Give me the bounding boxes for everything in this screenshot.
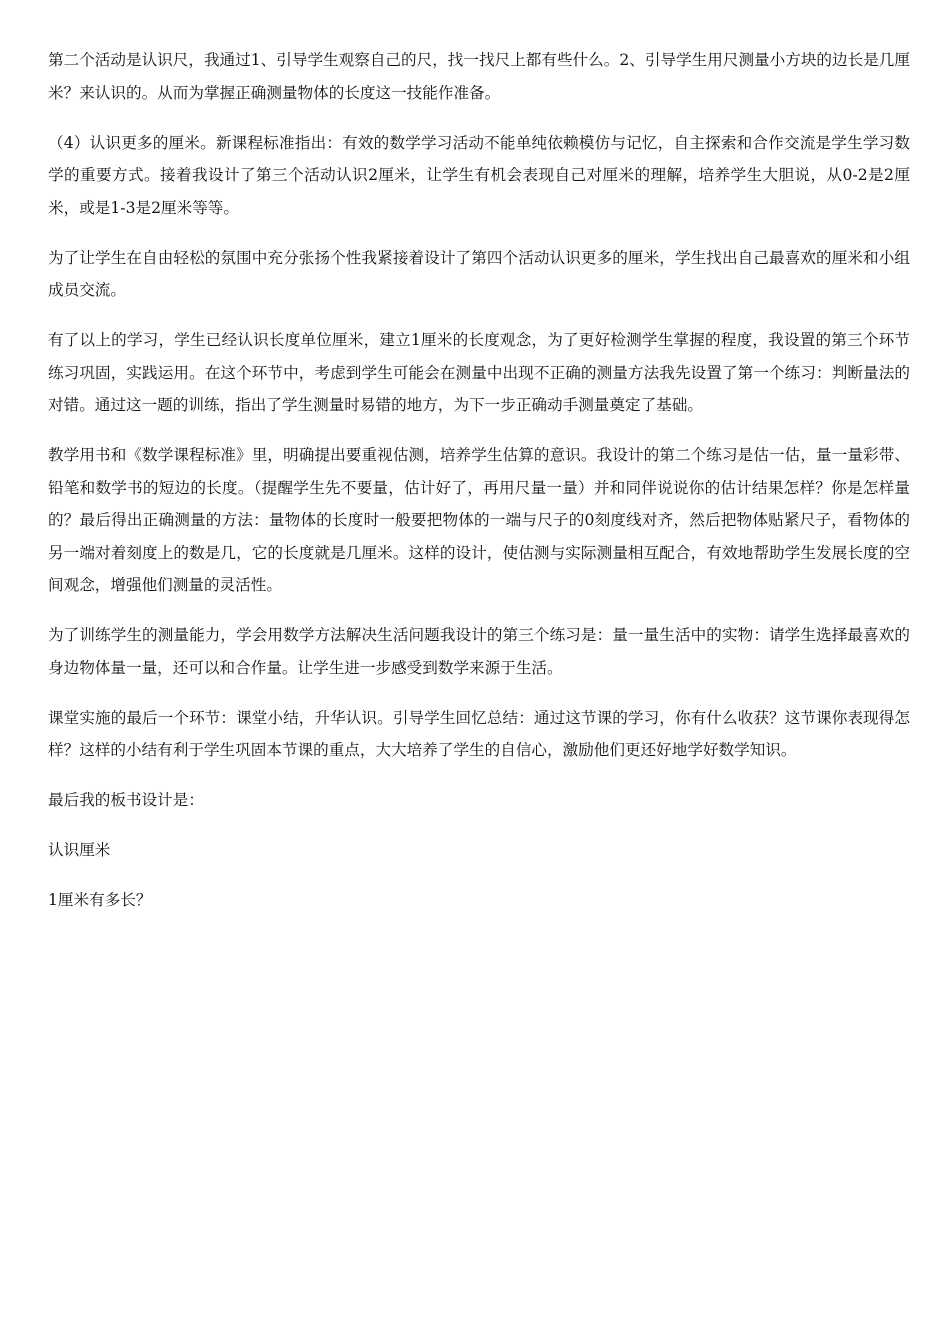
paragraph-fourth-activity: 为了让学生在自由轻松的氛围中充分张扬个性我紧接着设计了第四个活动认识更多的厘米，学生找出自己最喜欢的厘米和小组成员交流。 — [48, 248, 910, 299]
paragraph-measurement-practice: 为了训练学生的测量能力，学会用数学方法解决生活问题我设计的第三个练习是：量一量生活中的实物：请学生选择最喜欢的身边物体量一量，还可以和合作量。让学生进一步感受到数学来源于生活。 — [48, 626, 910, 677]
board-title: 认识厘米 — [48, 841, 111, 859]
document-body — [48, 44, 910, 934]
paragraph-ruler-activity: 第二个活动是认识尺，我通过1、引导学生观察自己的尺，找一找尺上都有些什么。2、引导学生用尺测量小方块的边长是几厘米？来认识的。从而为掌握正确测量物体的长度这一技能作准备。 — [48, 51, 910, 102]
paragraph-lesson-summary: 课堂实施的最后一个环节：课堂小结，升华认识。引导学生回忆总结：通过这节课的学习，你有什么收获？这节课你表现得怎样？这样的小结有利于学生巩固本节课的重点，大大培养了学生的自信心，激励他们更还好地学好数学知识。 — [48, 708, 910, 759]
paragraph-board-design-intro: 最后我的板书设计是： — [48, 791, 204, 809]
paragraph-estimation-practice: 教学用书和《数学课程标准》里，明确提出要重视估测，培养学生估算的意识。我设计的第二个练习是估一估，量一量彩带、铅笔和数学书的短边的长度。（提醒学生先不要量，估计好了，再用尺量一量）并和同伴说说你的估计结果怎样？你是怎样量的？最后得出正确测量的方法：量物体的长度时一般要把物体的一端与尺子的0刻度线对齐，然后把物体贴紧尺子，看物体的另一端对着刻度上的数是几，它的长度就是几厘米。这样的设计，使估测与实际测量相互配合，有效地帮助学生发展长度的空间观念，增强他们测量的灵活性。 — [48, 446, 910, 594]
paragraph-more-centimeters: （4）认识更多的厘米。新课程标准指出：有效的数学学习活动不能单纯依赖模仿与记忆，自主探索和合作交流是学生学习数学的重要方式。接着我设计了第三个活动认识2厘米，让学生有机会表现自己对厘米的理解，培养学生大胆说，从0-2是2厘米，或是1-3是2厘米等等。 — [48, 133, 910, 217]
board-question: 1厘米有多长？ — [48, 891, 152, 909]
paragraph-practice-section: 有了以上的学习，学生已经认识长度单位厘米，建立1厘米的长度观念，为了更好检测学生掌握的程度，我设置的第三个环节练习巩固，实践运用。在这个环节中，考虑到学生可能会在测量中出现不正确的测量方法我先设置了第一个练习：判断量法的对错。通过这一题的训练，指出了学生测量时易错的地方，为下一步正确动手测量奠定了基础。 — [48, 331, 910, 414]
